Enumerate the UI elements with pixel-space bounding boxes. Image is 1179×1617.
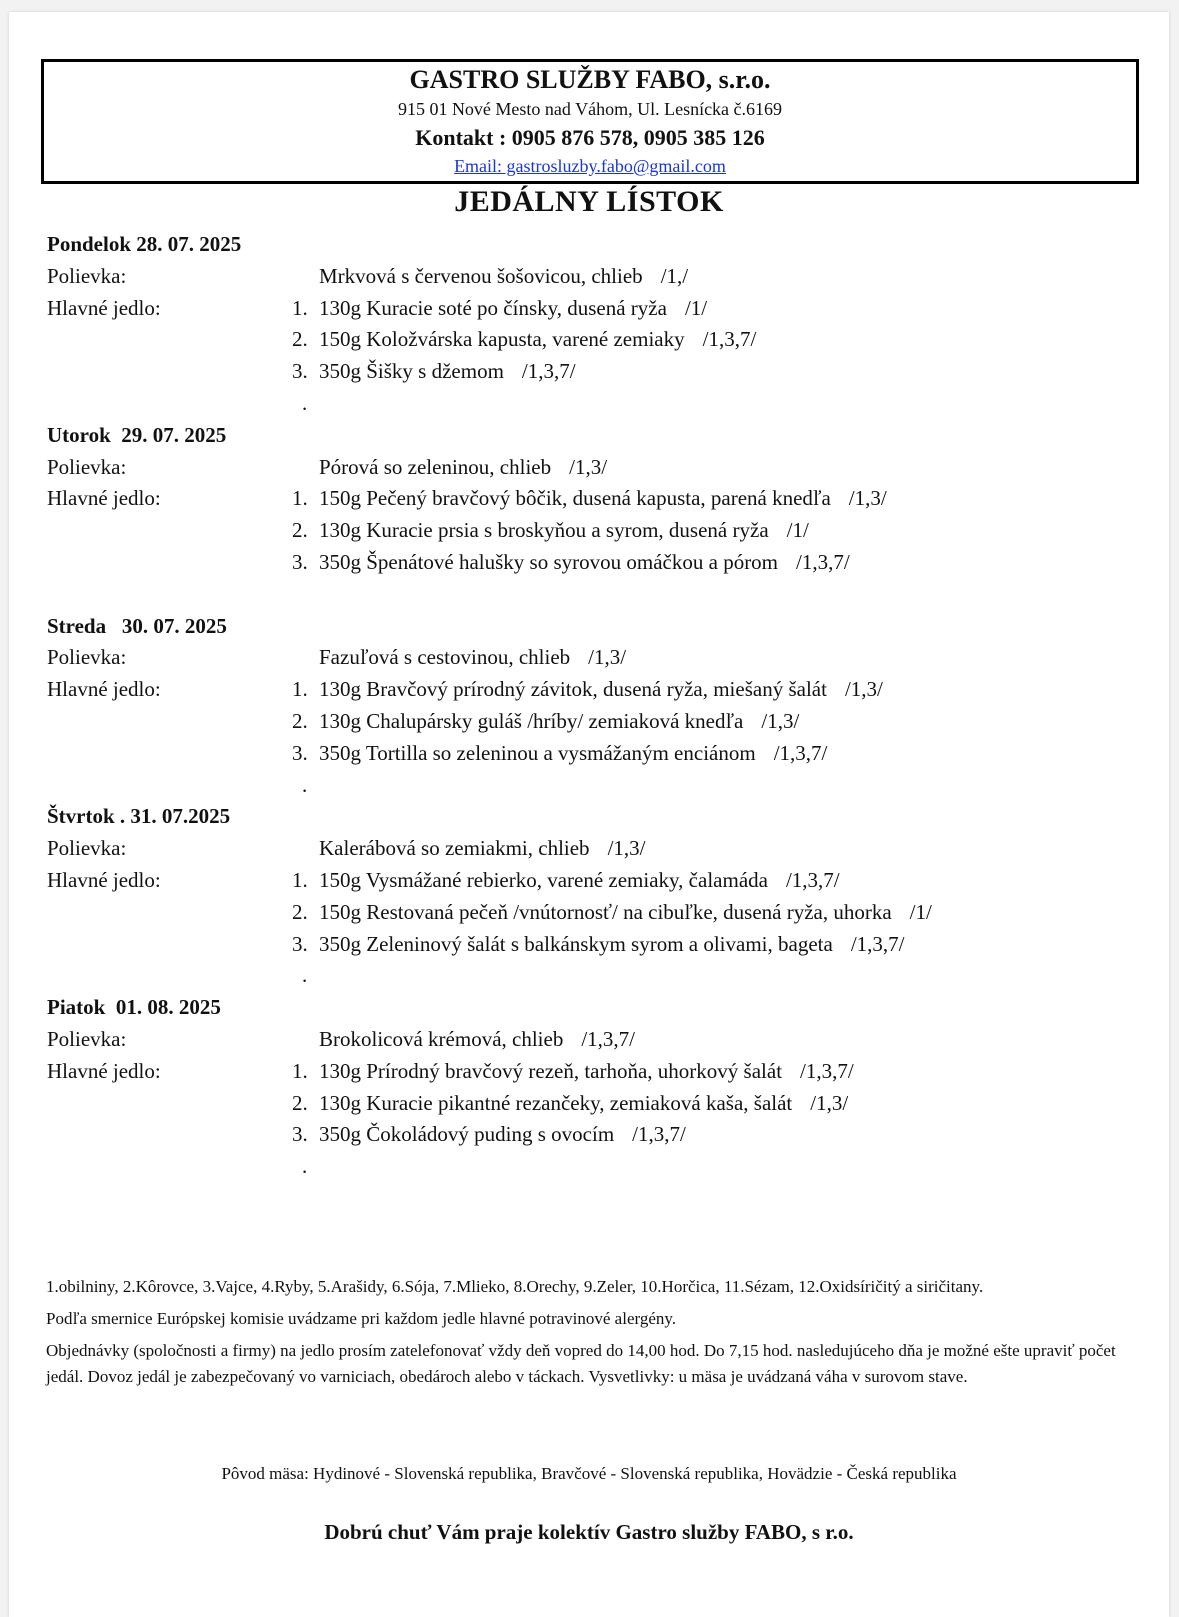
dish-text bbox=[319, 547, 850, 579]
dish-text bbox=[319, 738, 827, 770]
dish-name: 350g Šišky s džemom bbox=[319, 359, 504, 384]
dish-name: 150g Restovaná pečeň /vnútornosť/ na cibuľke, dusená ryža, uhorka bbox=[319, 899, 892, 924]
soup-row bbox=[47, 833, 1147, 865]
dish-name: 130g Bravčový prírodný závitok, dusená ryža, miešaný šalát bbox=[319, 677, 827, 702]
day-title: Streda 30. 07. 2025 bbox=[47, 613, 227, 638]
page-title: JEDÁLNY LÍSTOK bbox=[454, 185, 724, 218]
dish-number: 1. bbox=[292, 677, 308, 702]
main-label: Hlavné jedlo: bbox=[47, 1058, 161, 1083]
dish-name: 350g Zeleninový šalát s balkánskym syrom a olivami, bageta bbox=[319, 931, 833, 956]
main-label: Hlavné jedlo: bbox=[47, 867, 161, 892]
day-separator bbox=[47, 960, 1147, 992]
soup-allergens: /1,3/ bbox=[588, 645, 627, 670]
dish-name: 130g Kuracie soté po čínsky, dusená ryža bbox=[319, 295, 667, 320]
main-dish-row bbox=[47, 674, 1147, 706]
soup-row bbox=[47, 261, 1147, 293]
day-block bbox=[47, 229, 1147, 420]
dish-allergens: /1,3,7/ bbox=[702, 327, 757, 352]
soup-text bbox=[319, 452, 607, 484]
separator-mark: . bbox=[302, 772, 308, 797]
dish-name: 350g Tortilla so zeleninou a vysmážaným enciánom bbox=[319, 740, 756, 765]
day-separator bbox=[47, 1151, 1147, 1183]
dish-number: 2. bbox=[292, 1090, 308, 1115]
day-block bbox=[47, 992, 1147, 1183]
dish-number: 2. bbox=[292, 327, 308, 352]
dish-name: 150g Pečený bravčový bôčik, dusená kapusta, parená knedľa bbox=[319, 486, 831, 511]
main-dish-row bbox=[47, 483, 1147, 515]
soup-text bbox=[319, 833, 645, 865]
dish-name: 130g Kuracie prsia s broskyňou a syrom, dusená ryža bbox=[319, 518, 769, 543]
dish-number: 1. bbox=[292, 1058, 308, 1083]
separator-mark: . bbox=[302, 390, 308, 415]
soup-label: Polievka: bbox=[47, 836, 127, 861]
main-dish-row bbox=[47, 356, 1147, 388]
soup-label: Polievka: bbox=[47, 454, 127, 479]
main-label: Hlavné jedlo: bbox=[47, 486, 161, 511]
main-label: Hlavné jedlo: bbox=[47, 677, 161, 702]
dish-allergens: /1/ bbox=[684, 295, 708, 320]
company-header bbox=[41, 59, 1139, 184]
main-dish-row bbox=[47, 865, 1147, 897]
soup-allergens: /1,/ bbox=[660, 263, 689, 288]
dish-name: 350g Čokoládový puding s ovocím bbox=[319, 1122, 615, 1147]
dish-number: 1. bbox=[292, 867, 308, 892]
soup-text bbox=[319, 642, 626, 674]
dish-number: 3. bbox=[292, 931, 308, 956]
dish-text bbox=[319, 324, 756, 356]
dish-name: 130g Prírodný bravčový rezeň, tarhoňa, uhorkový šalát bbox=[319, 1058, 783, 1083]
dish-number: 3. bbox=[292, 1122, 308, 1147]
dish-text bbox=[319, 1119, 686, 1151]
footer-notes bbox=[46, 1274, 1136, 1396]
main-dish-row bbox=[47, 1088, 1147, 1120]
dish-number: 2. bbox=[292, 708, 308, 733]
dish-number: 3. bbox=[292, 359, 308, 384]
dish-allergens: /1,3,7/ bbox=[800, 1058, 854, 1083]
day-title: Piatok 01. 08. 2025 bbox=[47, 995, 221, 1020]
dish-allergens: /1,3/ bbox=[848, 486, 887, 511]
separator-mark: . bbox=[302, 1154, 308, 1179]
order-instructions: Objednávky (spoločnosti a firmy) na jedlo prosím zatelefonovať vždy deň vopred do 14,00 hod. Do 7,15 hod. nasledujúceho dňa je možné ešte upraviť počet jedál. Dovoz jedál je zabezpečovaný vo varniciach, obedároch alebo v táckach. Vysvetlivky: u mäsa je uvádzaná váha v surovom stave. bbox=[46, 1341, 1116, 1386]
main-dish-row bbox=[47, 1056, 1147, 1088]
weekly-menu bbox=[47, 229, 1147, 1183]
day-separator bbox=[47, 770, 1147, 802]
allergens-legend: 1.obilniny, 2.Kôrovce, 3.Vajce, 4.Ryby, 5.Arašidy, 6.Sója, 7.Mlieko, 8.Orechy, 9.Zeler, 10.Horčica, 11.Sézam, 12.Oxidsíričitý a siričitany. bbox=[46, 1277, 984, 1296]
day-block bbox=[47, 611, 1147, 802]
company-contact: Kontakt : 0905 876 578, 0905 385 126 bbox=[415, 125, 765, 150]
soup-label: Polievka: bbox=[47, 1026, 127, 1051]
main-dish-row bbox=[47, 1119, 1147, 1151]
dish-name: 150g Koložvárska kapusta, varené zemiaky bbox=[319, 327, 685, 352]
main-dish-row bbox=[47, 706, 1147, 738]
main-dish-row bbox=[47, 324, 1147, 356]
dish-allergens: /1,3,7/ bbox=[785, 867, 840, 892]
dish-allergens: /1,3,7/ bbox=[773, 740, 828, 765]
menu-document bbox=[9, 12, 1169, 1617]
main-dish-row bbox=[47, 547, 1147, 579]
soup-text bbox=[319, 261, 688, 293]
day-separator bbox=[47, 388, 1147, 420]
email-link[interactable]: Email: gastrosluzby.fabo@gmail.com bbox=[454, 156, 726, 176]
dish-name: 130g Chalupársky guláš /hríby/ zemiaková knedľa bbox=[319, 708, 744, 733]
dish-allergens: /1/ bbox=[786, 518, 809, 543]
main-dish-row bbox=[47, 515, 1147, 547]
dish-text bbox=[319, 483, 887, 515]
soup-allergens: /1,3/ bbox=[569, 454, 608, 479]
soup-name: Pórová so zeleninou, chlieb bbox=[319, 454, 552, 479]
closing-greeting: Dobrú chuť Vám praje kolektív Gastro služby FABO, s r.o. bbox=[324, 1520, 854, 1544]
dish-text bbox=[319, 515, 809, 547]
dish-number: 1. bbox=[292, 486, 308, 511]
soup-name: Kalerábová so zemiakmi, chlieb bbox=[319, 836, 590, 861]
dish-name: 130g Kuracie pikantné rezančeky, zemiaková kaša, šalát bbox=[319, 1090, 793, 1115]
soup-row bbox=[47, 1024, 1147, 1056]
soup-allergens: /1,3,7/ bbox=[581, 1026, 636, 1051]
dish-allergens: /1,3,7/ bbox=[632, 1122, 686, 1147]
day-title: Utorok 29. 07. 2025 bbox=[47, 422, 227, 447]
soup-row bbox=[47, 642, 1147, 674]
dish-text bbox=[319, 674, 883, 706]
dish-text bbox=[319, 706, 799, 738]
day-block bbox=[47, 801, 1147, 992]
dish-text bbox=[319, 356, 576, 388]
soup-name: Fazuľová s cestovinou, chlieb bbox=[319, 645, 571, 670]
dish-allergens: /1,3,7/ bbox=[521, 359, 576, 384]
dish-allergens: /1/ bbox=[909, 899, 932, 924]
soup-name: Mrkvová s červenou šošovicou, chlieb bbox=[319, 263, 643, 288]
dish-allergens: /1,3/ bbox=[761, 708, 800, 733]
day-title: Pondelok 28. 07. 2025 bbox=[47, 232, 242, 256]
soup-allergens: /1,3/ bbox=[607, 836, 646, 861]
dish-number: 3. bbox=[292, 740, 308, 765]
dish-number: 3. bbox=[292, 549, 308, 574]
dish-name: 350g Špenátové halušky so syrovou omáčkou a pórom bbox=[319, 549, 779, 574]
day-separator bbox=[47, 579, 1147, 611]
dish-text bbox=[319, 897, 932, 929]
dish-number: 2. bbox=[292, 899, 308, 924]
meat-origin: Pôvod mäsa: Hydinové - Slovenská republika, Bravčové - Slovenská republika, Hovädzie - Česká republika bbox=[221, 1464, 957, 1483]
dish-text bbox=[319, 1056, 854, 1088]
dish-text bbox=[319, 929, 904, 961]
eu-directive-note: Podľa smernice Európskej komisie uvádzame pri každom jedle hlavné potravinové alergény. bbox=[46, 1309, 677, 1328]
main-dish-row bbox=[47, 897, 1147, 929]
main-dish-row bbox=[47, 293, 1147, 325]
company-address: 915 01 Nové Mesto nad Váhom, Ul. Lesnícka č.6169 bbox=[397, 99, 783, 119]
soup-label: Polievka: bbox=[47, 645, 127, 670]
dish-allergens: /1,3/ bbox=[844, 677, 883, 702]
dish-number: 1. bbox=[292, 295, 308, 320]
dish-number: 2. bbox=[292, 518, 308, 543]
main-dish-row bbox=[47, 738, 1147, 770]
soup-text bbox=[319, 1024, 635, 1056]
dish-allergens: /1,3/ bbox=[810, 1090, 849, 1115]
company-name: GASTRO SLUŽBY FABO, s.r.o. bbox=[409, 65, 771, 94]
dish-allergens: /1,3,7/ bbox=[850, 931, 905, 956]
soup-name: Brokolicová krémová, chlieb bbox=[319, 1026, 564, 1051]
dish-name: 150g Vysmážané rebierko, varené zemiaky, čalamáda bbox=[319, 867, 768, 892]
day-title: Štvrtok . 31. 07.2025 bbox=[47, 804, 231, 829]
separator-mark: . bbox=[302, 963, 308, 988]
main-dish-row bbox=[47, 929, 1147, 961]
soup-row bbox=[47, 452, 1147, 484]
day-block bbox=[47, 420, 1147, 611]
dish-text bbox=[319, 1088, 848, 1120]
dish-text bbox=[319, 293, 707, 325]
dish-allergens: /1,3,7/ bbox=[796, 549, 850, 574]
main-label: Hlavné jedlo: bbox=[47, 295, 161, 320]
dish-text bbox=[319, 865, 840, 897]
soup-label: Polievka: bbox=[47, 263, 127, 288]
